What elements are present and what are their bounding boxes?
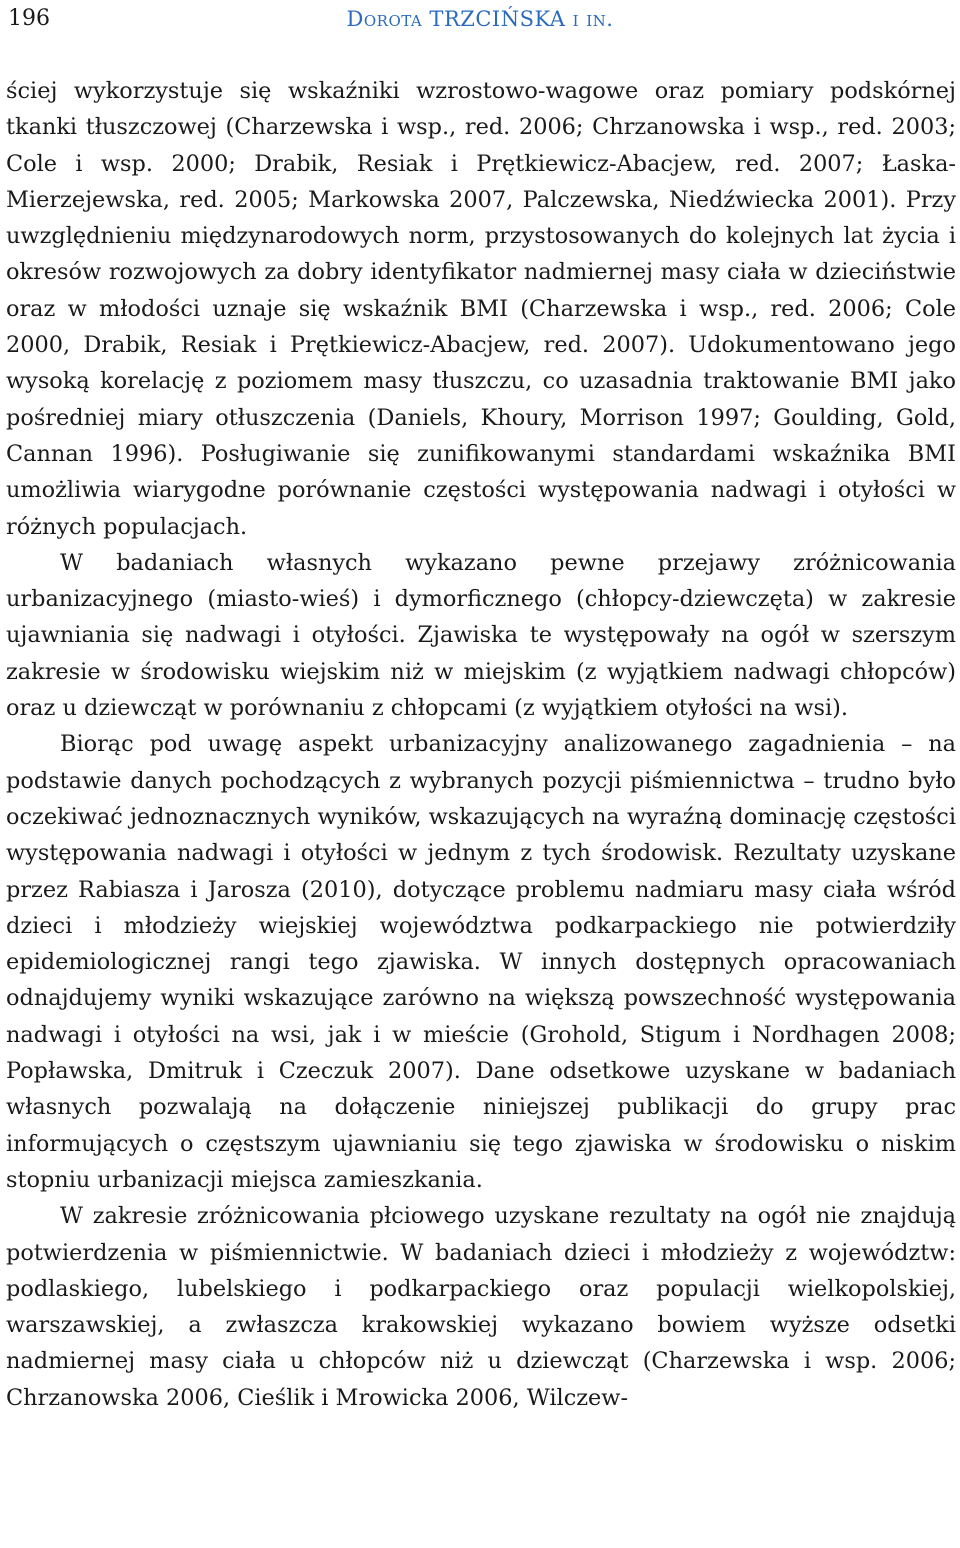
paragraph-sex-differences: W zakresie zróżnicowania płciowego uzyskane rezultaty na ogół nie znajdują potwierdzenia w piśmiennictwie. W badaniach dzieci i młodzieży z województw: podlaskiego, lubelskiego i podkarpackiego oraz populacji wielkopolskiej, warszawskiej, a zwłaszcza krakowskiej wykazano bowiem wyższe odsetki nadmiernej masy ciała u chłopców niż u dziewcząt (Charzewska i wsp. 2006; Chrzanowska 2006, Cieślik i Mrowicka 2006, Wilczew-	[6, 1203, 956, 1411]
paragraph-continuation: ściej wykorzystuje się wskaźniki wzrostowo-wagowe oraz pomiary podskórnej tkanki tłuszczowej (Charzewska i wsp., red. 2006; Chrzanowska i wsp., red. 2003; Cole i wsp. 2000; Drabik, Resiak i Prętkiewicz-Abacjew, red. 2007; Łaska-Mierzejewska, red. 2005; Markowska 2007, Palczewska, Niedźwiecka 2001). Przy uwzględnieniu międzynarodowych norm, przystosowanych do kolejnych lat życia i okresów rozwojowych za dobry identyfikator nadmiernej masy ciała w dzieciństwie oraz w młodości uznaje się wskaźnik BMI (Charzewska i wsp., red. 2006; Cole 2000, Drabik, Resiak i Prętkiewicz-Abacjew, red. 2007). Udokumentowano jego wysoką korelację z poziomem masy tłuszczu, co uzasadnia traktowanie BMI jako pośredniej miary otłuszczenia (Daniels, Khoury, Morrison 1997; Goulding, Gold, Cannan 1996). Posługiwanie się zunifikowanymi standardami wskaźnika BMI umożliwia wiarygodne porównanie częstości występowania nadwagi i otyłości w różnych populacjach.	[6, 78, 956, 540]
page-header	[8, 4, 952, 34]
running-head: Dorota TRZCIŃSKA i in.	[346, 7, 614, 31]
paragraph-urbanization-aspect: Biorąc pod uwagę aspekt urbanizacyjny analizowanego zagadnienia – na podstawie danych pochodzących z wybranych pozycji piśmiennictwa – trudno było oczekiwać jednoznacznych wyników, wskazujących na wyraźną dominację częstości występowania nadwagi i otyłości w jednym z tych środowisk. Rezultaty uzyskane przez Rabiasza i Jarosza (2010), dotyczące problemu nadmiaru masy ciała wśród dzieci i młodzieży wiejskiej województwa podkarpackiego nie potwierdziły epidemiologicznej rangi tego zjawiska. W innych dostępnych opracowaniach odnajdujemy wyniki wskazujące zarówno na większą powszechność występowania nadwagi i otyłości na wsi, jak i w mieście (Grohold, Stigum i Nordhagen 2008; Popławska, Dmitruk i Czeczuk 2007). Dane odsetkowe uzyskane w badaniach własnych pozwalają na dołączenie niniejszej publikacji do grupy prac informujących o częstszym ujawnianiu się tego zjawiska w środowisku o niskim stopniu urbanizacji miejsca zamieszkania.	[6, 731, 956, 1193]
page-number: 196	[8, 6, 50, 31]
paragraph-urban-dimorphic: W badaniach własnych wykazano pewne przejawy zróżnicowania urbanizacyjnego (miasto-wieś) i dymorficznego (chłopcy-dziewczęta) w zakresie ujawniania się nadwagi i otyłości. Zjawiska te występowały na ogół w szerszym zakresie w środowisku wiejskim niż w miejskim (z wyjątkiem nadwagi chłopców) oraz u dziewcząt w porównaniu z chłopcami (z wyjątkiem otyłości na wsi).	[6, 549, 956, 722]
body-text	[6, 73, 956, 1416]
